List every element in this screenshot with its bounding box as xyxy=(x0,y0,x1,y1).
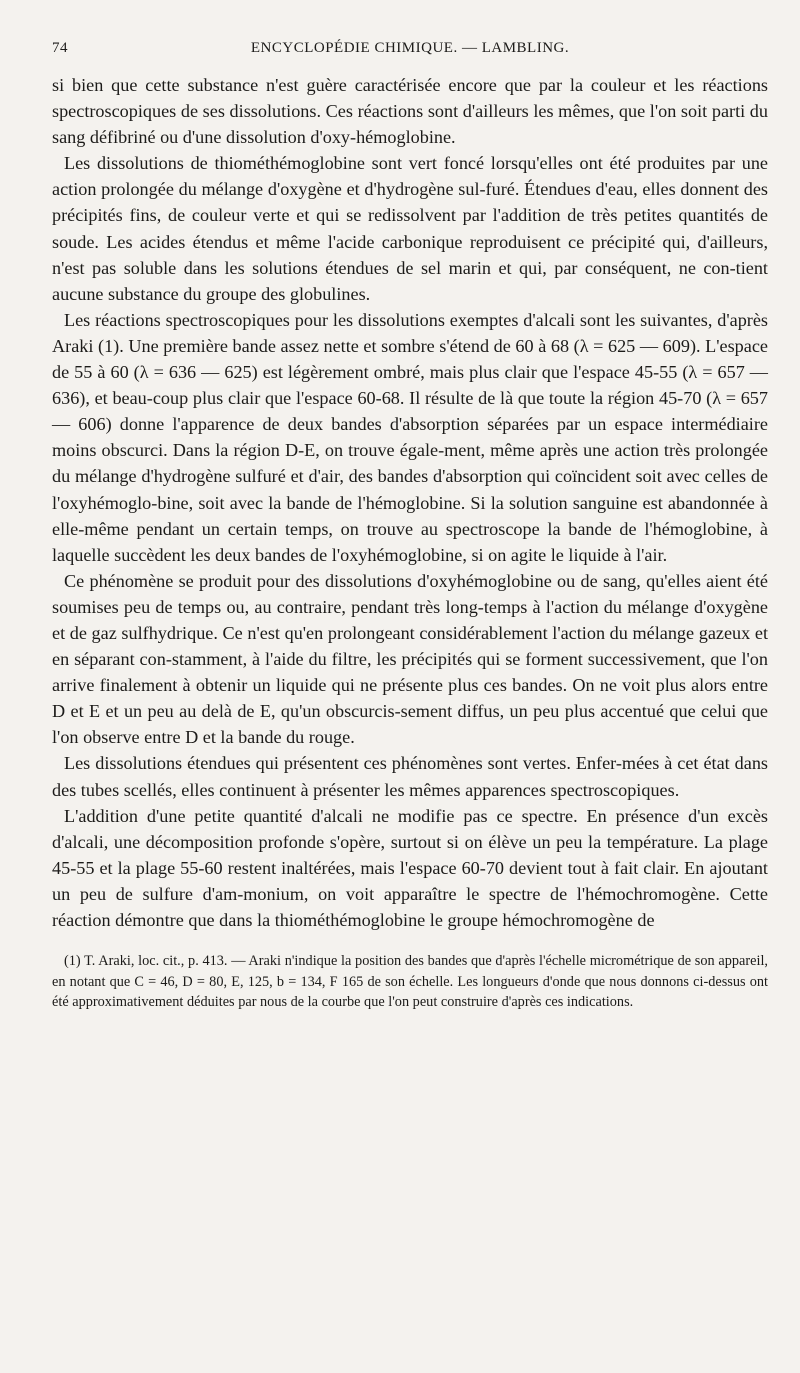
paragraph: si bien que cette substance n'est guère caractérisée encore que par la couleur et les réactions spectroscopiques de ses dissolutions. Ces réactions sont d'ailleurs les mêmes, que l'on soit parti du sang défibriné ou d'une dissolution d'oxy-hémoglobine. xyxy=(52,75,768,148)
page-number: 74 xyxy=(52,40,68,56)
body-text xyxy=(52,72,768,933)
paragraph: Ce phénomène se produit pour des dissolutions d'oxyhémoglobine ou de sang, qu'elles aient été soumises peu de temps ou, au contraire, pendant très long-temps à l'action du mélange d'oxygène et de gaz sulfhydrique. Ce n'est qu'en prolongeant considérablement l'action du mélange gazeux et en séparant con-stamment, à l'aide du filtre, les précipités qui se forment successivement, que l'on arrive finalement à obtenir un liquide qui ne présente plus ces bandes. On ne voit plus alors entre D et E et un peu au delà de E, qu'un obscurcis-sement diffus, un peu plus accentué que celui que l'on observe entre D et la bande du rouge. xyxy=(52,570,768,748)
paragraph: Les dissolutions étendues qui présentent ces phénomènes sont vertes. Enfer-mées à cet état dans des tubes scellés, elles continuent à présenter les mêmes apparences spectroscopiques. xyxy=(52,753,768,800)
footnote-text: (1) T. Araki, loc. cit., p. 413. — Araki n'indique la position des bandes que d'après l'échelle micrométrique de son appareil, en notant que C = 46, D = 80, E, 125, b = 134, F 165 de son échelle. Les longueurs d'onde que nous donnons ci-dessus ont été approximativement déduites par nous de la courbe que l'on peut construire d'après ces indications. xyxy=(52,953,768,1011)
paragraph: Les dissolutions de thiométhémoglobine sont vert foncé lorsqu'elles ont été produites par une action prolongée du mélange d'oxygène et d'hydrogène sul-furé. Étendues d'eau, elles donnent des précipités fins, de couleur verte et qui se redissolvent par l'addition de très petites quantités de soude. Les acides étendus et même l'acide carbonique reproduisent ce précipité qui, d'ailleurs, n'est pas soluble dans les solutions étendues de sel marin et qui, par conséquent, ne con-tient aucune substance du groupe des globulines. xyxy=(52,153,768,304)
page-header xyxy=(52,40,768,64)
book-page xyxy=(52,40,768,1013)
footnote xyxy=(52,951,768,1013)
paragraph: Les réactions spectroscopiques pour les dissolutions exemptes d'alcali sont les suivantes, d'après Araki (1). Une première bande assez nette et sombre s'étend de 60 à 68 (λ = 625 — 609). L'espace de 55 à 60 (λ = 636 — 625) est légèrement ombré, mais plus clair que l'espace 45-55 (λ = 657 — 636), et beau-coup plus clair que l'espace 60-68. Il résulte de là que toute la région 45-70 (λ = 657 — 606) donne l'apparence de deux bandes d'absorption séparées par un espace intermédiaire moins obscurci. Dans la région D-E, on trouve égale-ment, même après une action très prolongée du mélange d'hydrogène sulfuré et d'air, des bandes d'absorption qui coïncident soit avec celles de l'oxyhémoglo-bine, soit avec la bande de l'hémoglobine. Si la solution sanguine est abandonnée à elle-même pendant un certain temps, on trouve au spectroscope la bande de l'hémoglobine, à laquelle succèdent les deux bandes de l'oxyhémoglobine, si on agite le liquide à l'air. xyxy=(52,309,768,565)
paragraph: L'addition d'une petite quantité d'alcali ne modifie pas ce spectre. En présence d'un excès d'alcali, une décomposition profonde s'opère, surtout si on élève un peu la température. La plage 45-55 et la plage 55-60 restent inaltérées, mais l'espace 60-70 devient tout à fait clair. En ajoutant un peu de sulfure d'am-monium, on voit apparaître le spectre de l'hémochromogène. Cette réaction démontre que dans la thiométhémoglobine le groupe hémochromogène de xyxy=(52,805,768,930)
running-head: ENCYCLOPÉDIE CHIMIQUE. — LAMBLING. xyxy=(250,40,570,56)
